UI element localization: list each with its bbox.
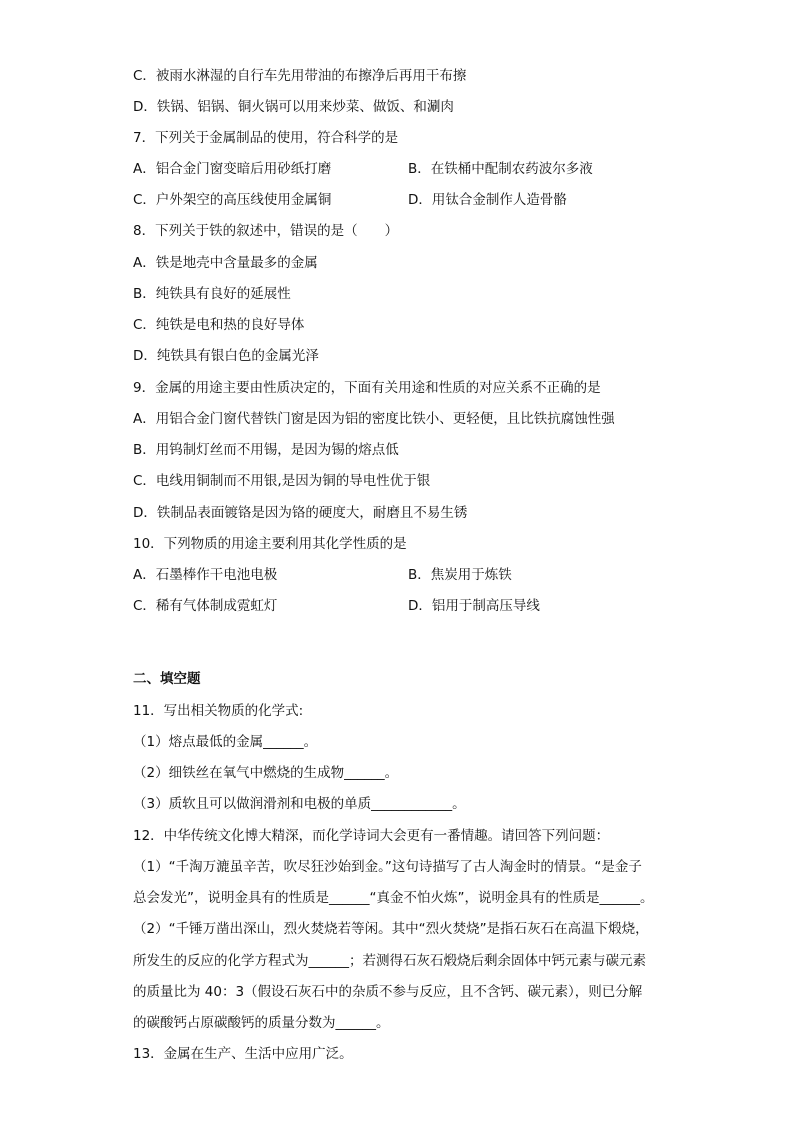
q8-option-b: B．纯铁具有良好的延展性 <box>133 286 291 302</box>
q12-part2-line4: 的碳酸钙占原碳酸钙的质量分数为______。 <box>133 1015 390 1031</box>
q13-stem: 13．金属在生产、生活中应用广泛。 <box>133 1046 353 1062</box>
q8-stem: 8．下列关于铁的叙述中，错误的是（ ） <box>133 223 399 239</box>
q10-option-c: C．稀有气体制成霓虹灯 <box>133 598 278 614</box>
q9-option-c: C．电线用铜制而不用银,是因为铜的导电性优于银 <box>133 473 431 489</box>
q10-option-d: D．铝用于制高压导线 <box>408 598 540 614</box>
q8-option-d: D．纯铁具有银白色的金属光泽 <box>133 348 319 364</box>
q12-part1-line2: 总会发光”，说明金具有的性质是______“真金不怕火炼”，说明金具有的性质是______。 <box>133 890 654 906</box>
q10-option-b: B．焦炭用于炼铁 <box>408 567 512 583</box>
q7-option-b: B．在铁桶中配制农药波尔多液 <box>408 161 593 177</box>
q12-part2-line1: （2）“千锤万凿出深山，烈火焚烧若等闲。其中“烈火焚烧”是指石灰石在高温下煅烧， <box>133 921 649 937</box>
q7-option-c: C．户外架空的高压线使用金属铜 <box>133 192 332 208</box>
q11-sub-2: （2）细铁丝在氧气中燃烧的生成物______。 <box>133 765 399 781</box>
q10-stem: 10．下列物质的用途主要利用其化学性质的是 <box>133 536 407 552</box>
q12-part2-line3: 的质量比为 40：3（假设石灰石中的杂质不参与反应，且不含钙、碳元素），则已分解 <box>133 984 643 1000</box>
q9-stem: 9．金属的用途主要由性质决定的，下面有关用途和性质的对应关系不正确的是 <box>133 380 601 396</box>
q12-part1-line1: （1）“千淘万漉虽辛苦，吹尽狂沙始到金。”这句诗描写了古人淘金时的情景。“是金子 <box>133 859 642 875</box>
q8-option-c: C．纯铁是电和热的良好导体 <box>133 317 305 333</box>
q9-option-b: B．用钨制灯丝而不用锡，是因为锡的熔点低 <box>133 442 399 458</box>
q12-part2-line2: 所发生的反应的化学方程式为______；若测得石灰石煅烧后剩余固体中钙元素与碳元素 <box>133 953 646 969</box>
q7-option-a: A．铝合金门窗变暗后用砂纸打磨 <box>133 161 332 177</box>
q9-option-a: A．用铝合金门窗代替铁门窗是因为铝的密度比铁小、更轻便，且比铁抗腐蚀性强 <box>133 411 615 427</box>
section-title-fill-in: 二、填空题 <box>133 671 201 687</box>
q11-stem: 11．写出相关物质的化学式: <box>133 703 304 719</box>
q9-option-d: D．铁制品表面镀铬是因为铬的硬度大，耐磨且不易生锈 <box>133 505 468 521</box>
q11-sub-1: （1）熔点最低的金属______。 <box>133 734 318 750</box>
q6-option-d: D．铁锅、铝锅、铜火锅可以用来炒菜、做饭、和涮肉 <box>133 99 454 115</box>
q10-option-a: A．石墨棒作干电池电极 <box>133 567 278 583</box>
q11-sub-3: （3）质软且可以做润滑剂和电极的单质____________。 <box>133 796 466 812</box>
q12-stem: 12．中华传统文化博大精深，而化学诗词大会更有一番情趣。请回答下列问题： <box>133 828 610 844</box>
q6-option-c: C．被雨水淋湿的自行车先用带油的布擦净后再用干布擦 <box>133 68 467 84</box>
q7-option-d: D．用钛合金制作人造骨骼 <box>408 192 567 208</box>
q8-option-a: A．铁是地壳中含量最多的金属 <box>133 255 318 271</box>
q7-stem: 7．下列关于金属制品的使用，符合科学的是 <box>133 130 399 146</box>
